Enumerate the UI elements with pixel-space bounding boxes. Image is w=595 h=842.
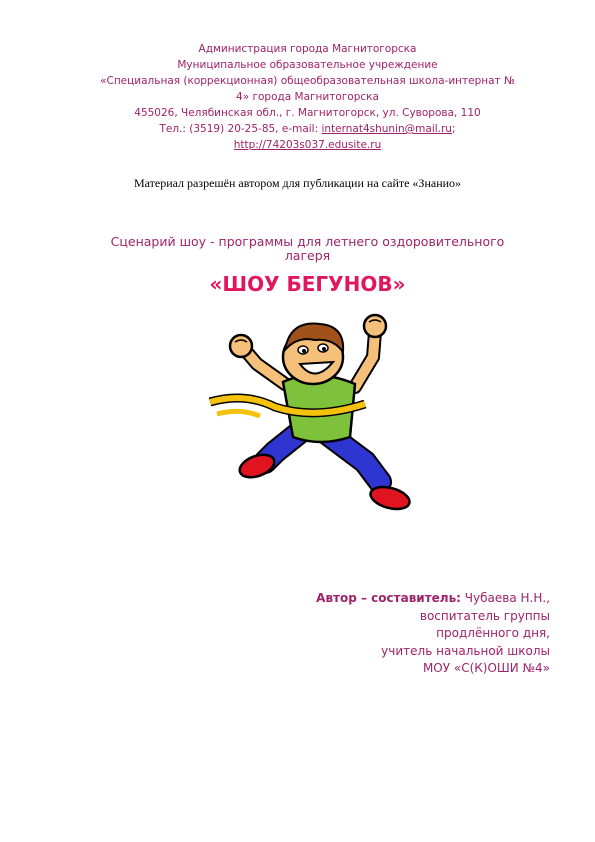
permission-note: Материал разрешён автором для публикации на сайте «Знанио» (133, 176, 462, 190)
header-institution-type: Муниципальное образовательное учреждение (177, 59, 438, 71)
author-role-2: продлённого дня, (436, 626, 550, 640)
author-label: Автор – составитель: (316, 591, 461, 605)
header-address: 455026, Челябинская обл., г. Магнитогорск, ул. Суворова, 110 (134, 107, 481, 119)
show-title: «ШОУ БЕГУНОВ» (209, 272, 406, 296)
author-role-4: МОУ «С(К)ОШИ №4» (422, 661, 550, 675)
header-school-name-cont: 4» города Магнитогорска (236, 91, 379, 103)
author-role-1: воспитатель группы (419, 608, 550, 623)
email-suffix: ; (451, 123, 456, 135)
school-header (40, 41, 575, 153)
author-role-3: учитель начальной школы (381, 643, 550, 658)
subtitle-line-1: Сценарий шоу - программы для летнего оздоровительного (110, 234, 505, 249)
header-school-name: «Специальная (коррекционная) общеобразовательная школа-интернат № (100, 75, 515, 87)
scenario-subtitle (40, 235, 575, 263)
author-name: Чубаева Н.Н., (460, 591, 550, 605)
header-administration: Администрация города Магнитогорска (198, 43, 417, 55)
author-block (316, 590, 550, 678)
website-link[interactable]: http://74203s037.edusite.ru (233, 139, 382, 151)
email-link[interactable]: internat4shunin@mail.ru (321, 123, 452, 135)
phone-text: Тел.: (3519) 20-25-85, e-mail: (159, 123, 322, 135)
header-contacts (40, 121, 575, 137)
subtitle-line-2: лагеря (284, 248, 331, 263)
running-boy-illustration (205, 312, 415, 522)
